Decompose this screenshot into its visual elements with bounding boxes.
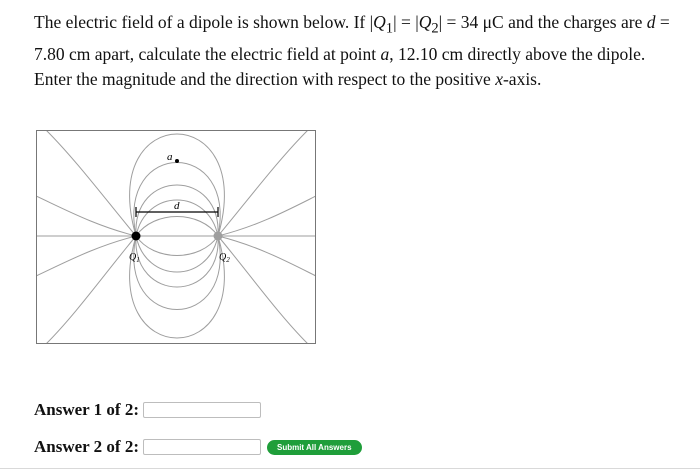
charge-q2 [214, 232, 223, 241]
q1-symbol: Q [373, 12, 386, 32]
label-d: d [174, 200, 180, 212]
label-a: a [167, 151, 173, 163]
label-q2: $Q_2$ [219, 252, 230, 264]
question-part: = 7.80 cm apart, calculate the electric field at point [34, 12, 670, 64]
bottom-divider [0, 468, 700, 469]
field-line [218, 236, 308, 344]
question-part: The electric field of a dipole is shown below. If | [34, 12, 374, 32]
d-symbol: d [646, 12, 656, 32]
question-part: , 12.10 cm directly above the dipole. Enter the magnitude and the direction with respect to the positive [34, 43, 646, 89]
charge-q1 [132, 232, 141, 241]
question-part: | = | [393, 12, 419, 32]
field-line [136, 236, 218, 272]
field-line [136, 217, 218, 237]
answer-2-input[interactable] [143, 439, 261, 455]
answer-row-2 [34, 437, 362, 457]
q2-symbol: Q [418, 12, 432, 32]
answer-row-1 [34, 400, 261, 420]
field-line [46, 130, 136, 236]
field-line [218, 236, 316, 276]
q2-subscript: 2 [431, 20, 439, 37]
point-a [175, 159, 179, 163]
field-line [36, 196, 136, 236]
submit-all-answers-button[interactable]: Submit All Answers [267, 440, 362, 455]
question-part: | = 34 μC and the charges are [438, 12, 647, 32]
label-q1: $Q_1$ [129, 252, 140, 264]
dipole-field-diagram [36, 130, 316, 344]
field-line [36, 236, 136, 276]
field-line [136, 236, 218, 287]
dipole-field-figure [36, 130, 316, 344]
a-symbol: a [380, 43, 390, 64]
answer-1-label: Answer 1 of 2: [34, 400, 139, 419]
q1-subscript: 1 [385, 20, 394, 37]
field-line [218, 130, 308, 236]
answer-1-input[interactable] [143, 402, 261, 418]
answer-2-label: Answer 2 of 2: [34, 437, 139, 456]
field-line [136, 236, 218, 256]
field-line [46, 236, 136, 344]
question-text [34, 10, 684, 92]
field-line [218, 196, 316, 236]
question-part: -axis. [502, 68, 542, 89]
x-symbol: x [495, 68, 503, 89]
